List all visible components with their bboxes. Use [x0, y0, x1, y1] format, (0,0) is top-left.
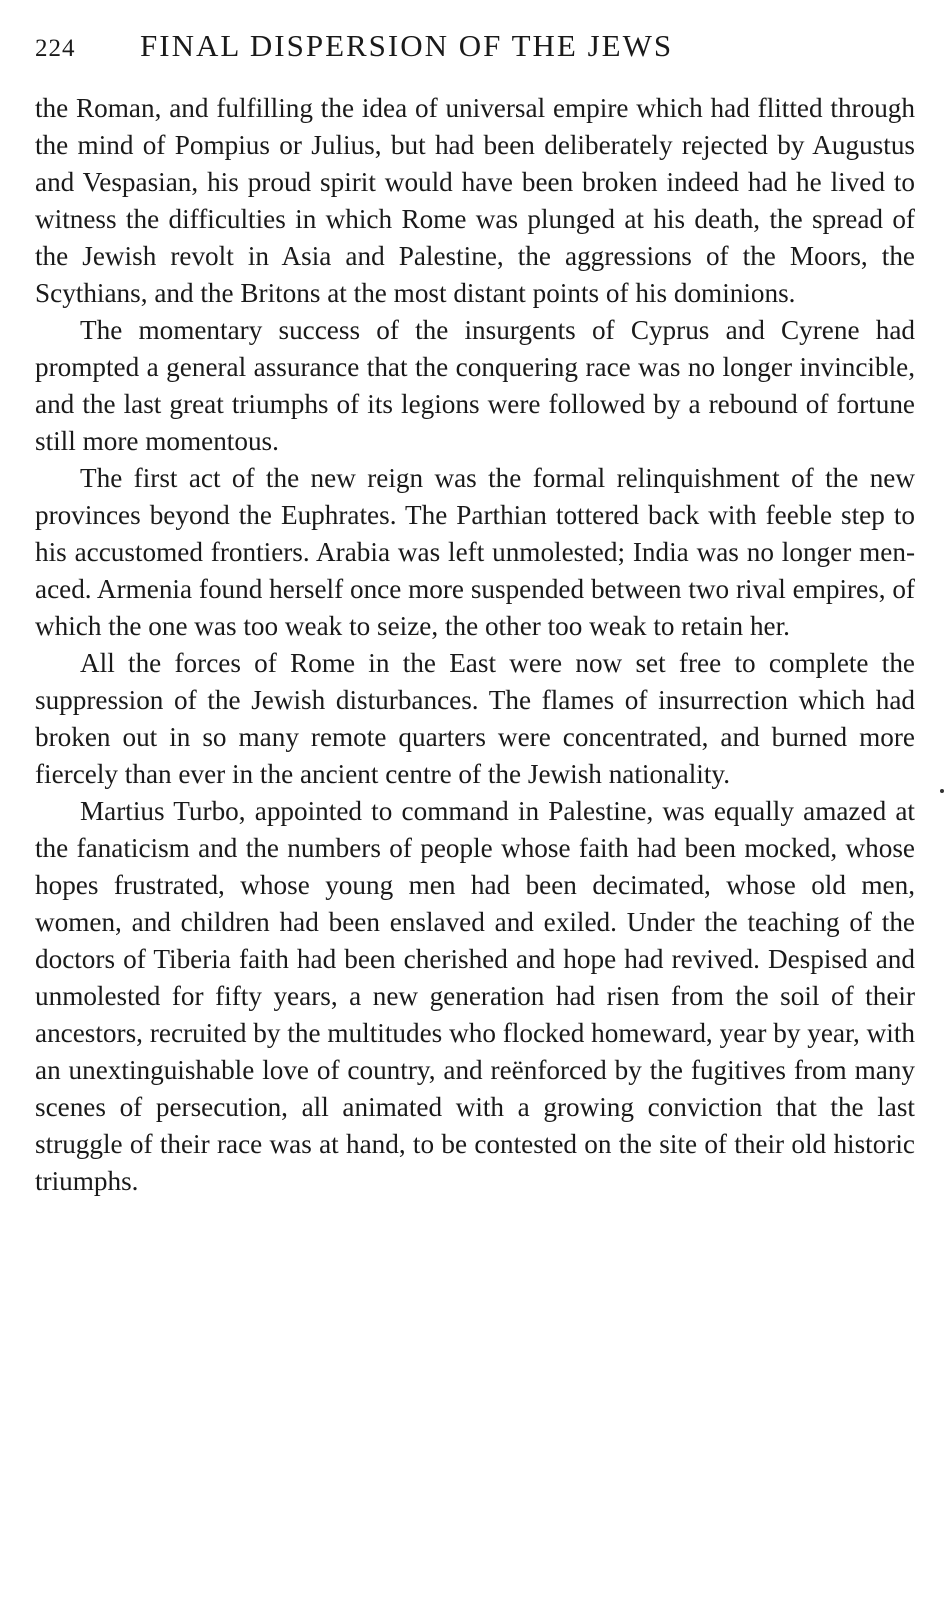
page-number: 224 — [35, 35, 76, 62]
ink-speck — [940, 789, 944, 793]
paragraph-4: All the forces of Rome in the East were now set free to complete the suppression of the Jewish disturbances. The flames of insurrection which had broken out in so many remote quarters were concentrated, and burned more fiercely than ever in the ancient centre of the Jewish nationality. — [35, 648, 915, 789]
running-head: FINAL DISPERSION OF THE JEWS — [140, 28, 674, 63]
paragraph-1: the Roman, and fulfilling the idea of universal empire which had flitted through the mind of Pompius or Julius, but had been deliberately rejected by Augustus and Vespasian, his proud spirit would have been broken indeed had he lived to witness the difficulties in which Rome was plunged at his death, the spread of the Jewish revolt in Asia and Palestine, the aggressions of the Moors, the Scythians, and the Britons at the most distant points of his dominions. — [35, 93, 915, 308]
paragraph-2: The momentary success of the insurgents of Cyprus and Cyrene had prompted a general assurance that the conquering race was no longer invincible, and the last great triumphs of its legions were followed by a rebound of fortune still more momentous. — [35, 315, 915, 456]
page-header — [35, 28, 915, 80]
book-page — [35, 28, 915, 1200]
paragraph-3: The first act of the new reign was the formal relinquishment of the new provinces beyond the Euphrates. The Parthian tottered back with feeble step to his accustomed frontiers. Arabia was left unmolested; India was no longer menaced. Armenia found herself once more suspended between two rival empires, of which the one was too weak to seize, the other too weak to retain her. — [35, 463, 915, 641]
paragraph-5: Martius Turbo, appointed to command in Palestine, was equally amazed at the fanaticism and the numbers of people whose faith had been mocked, whose hopes frustrated, whose young men had been decimated, whose old men, women, and children had been enslaved and exiled. Under the teaching of the doctors of Tiberia faith had been cherished and hope had revived. Despised and unmolested for fifty years, a new generation had risen from the soil of their ancestors, recruited by the multitudes who flocked homeward, year by year, with an unextinguishable love of country, and reënforced by the fugitives from many scenes of persecution, all animated with a growing conviction that the last struggle of their race was at hand, to be contested on the site of their old historic triumphs. — [35, 796, 915, 1196]
body-text — [35, 90, 915, 1200]
